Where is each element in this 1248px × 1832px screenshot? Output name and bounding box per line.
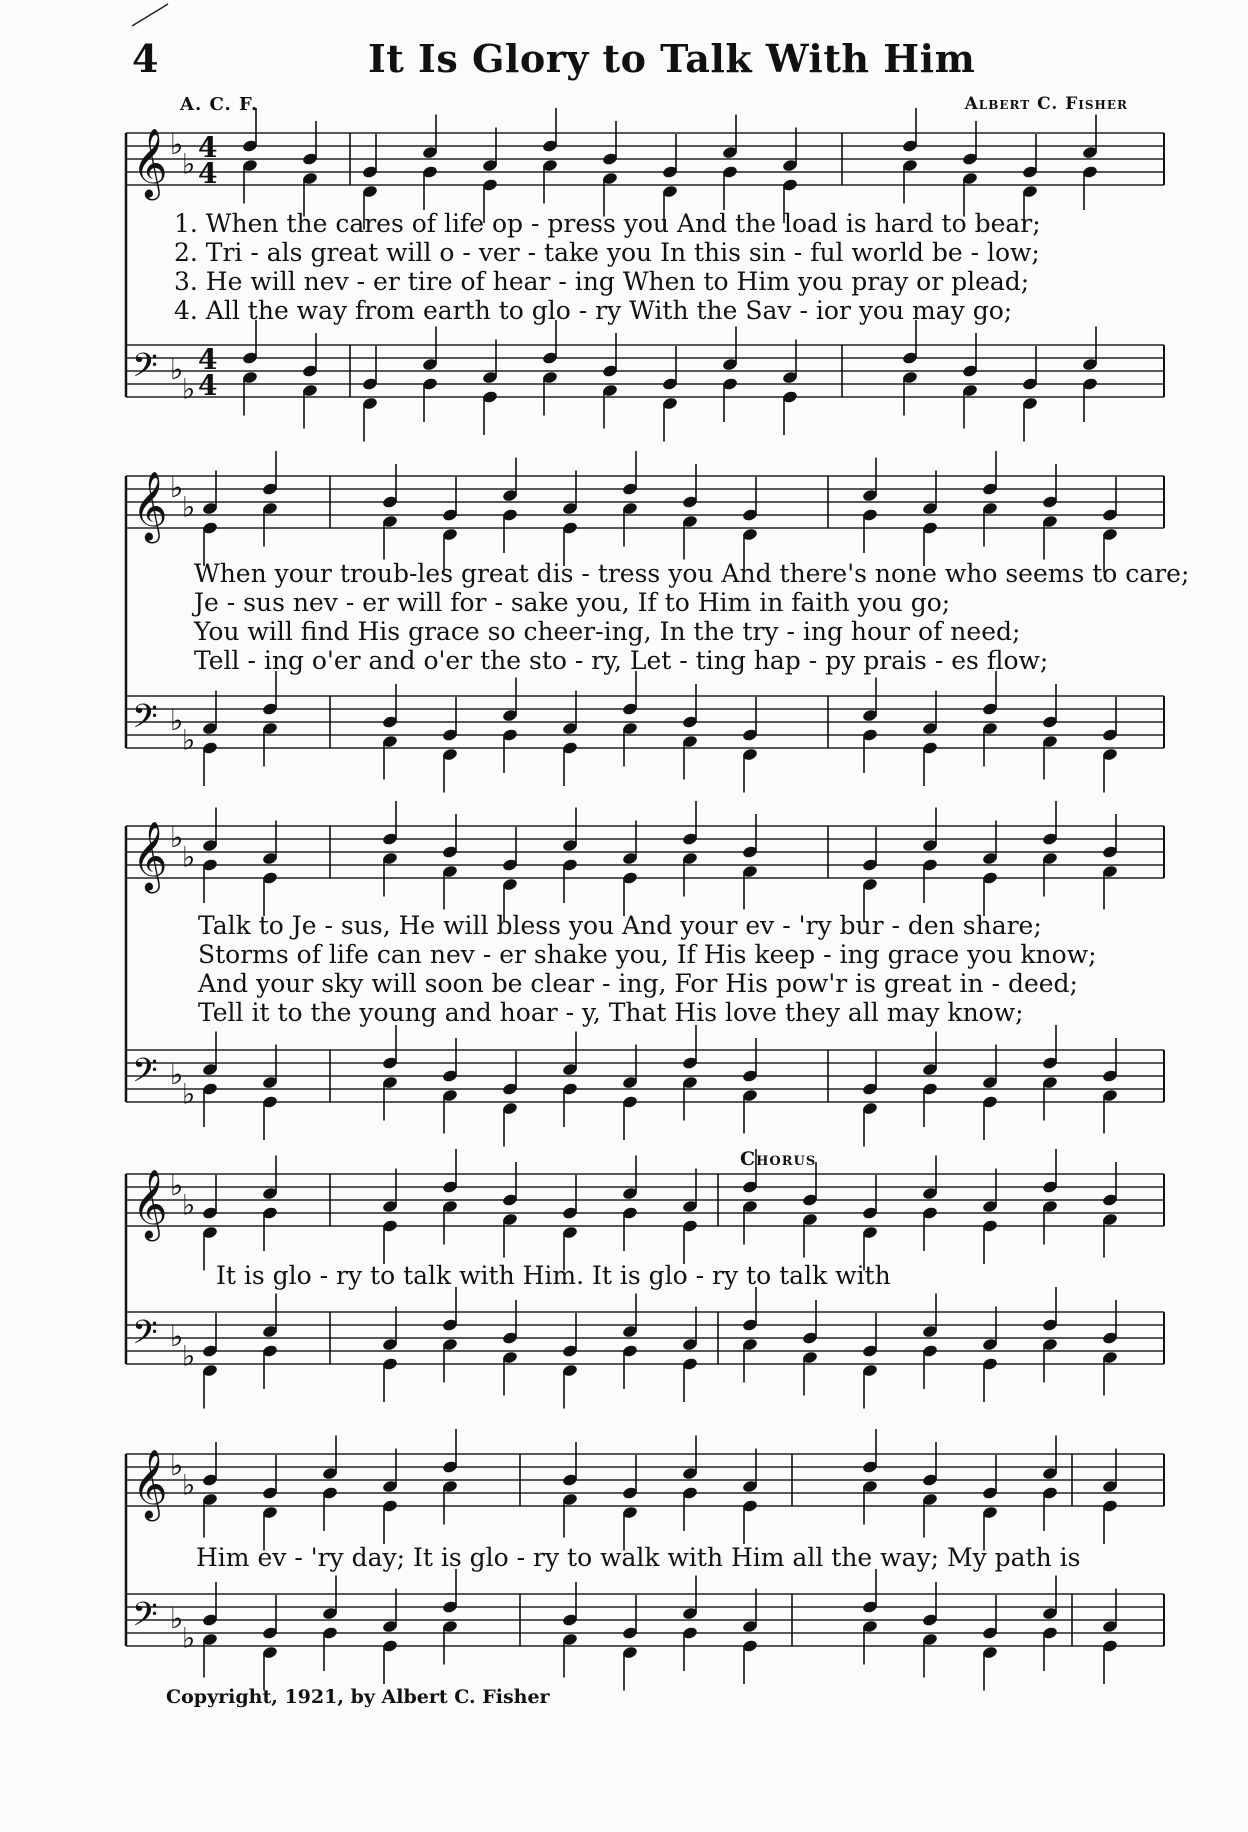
flat-sign: ♭ <box>170 127 184 161</box>
flat-sign: ♭ <box>170 1448 184 1482</box>
words-credit: A. C. F. <box>180 94 259 115</box>
flat-sign: ♭ <box>170 1057 184 1091</box>
hymn-number: 4 <box>132 36 159 81</box>
flat-sign: ♭ <box>170 352 184 386</box>
lyric-line: Storms of life can nev - er shake you, If His keep - ing grace you know; <box>198 940 1097 969</box>
time-signature: 4 <box>198 343 218 376</box>
flat-sign: ♭ <box>170 1168 184 1202</box>
treble-clef: 𝄞 <box>132 1449 168 1519</box>
flat-sign: ♭ <box>170 1319 184 1353</box>
treble-clef: 𝄞 <box>132 821 168 891</box>
treble-clef: 𝄞 <box>132 128 168 198</box>
lyric-line: Je - sus nev - er will for - sake you, If to Him in faith you go; <box>194 588 951 617</box>
treble-clef: 𝄞 <box>132 1169 168 1239</box>
flat-sign: ♭ <box>182 490 196 524</box>
flat-sign: ♭ <box>182 147 196 181</box>
flat-sign: ♭ <box>182 1339 196 1373</box>
lyric-line: Him ev - 'ry day; It is glo - ry to walk with Him all the way; My path is <box>196 1543 1081 1572</box>
lyric-line: 1. When the cares of life op - press you And the load is hard to bear; <box>174 209 1041 238</box>
time-signature: 4 <box>198 369 218 402</box>
treble-clef: 𝄞 <box>132 471 168 541</box>
bass-clef: 𝄢 <box>132 1314 158 1360</box>
lyric-line: 3. He will nev - er tire of hear - ing When to Him you pray or plead; <box>174 267 1030 296</box>
flat-sign: ♭ <box>182 723 196 757</box>
bass-clef: 𝄢 <box>132 1596 158 1642</box>
lyric-line: It is glo - ry to talk with Him. It is glo - ry to talk with <box>216 1261 891 1290</box>
lyric-line: Tell - ing o'er and o'er the sto - ry, Let - ting hap - py prais - es flow; <box>194 646 1049 675</box>
flat-sign: ♭ <box>170 470 184 504</box>
flat-sign: ♭ <box>170 820 184 854</box>
flat-sign: ♭ <box>182 1188 196 1222</box>
flat-sign: ♭ <box>170 703 184 737</box>
flat-sign: ♭ <box>182 1621 196 1655</box>
bass-clef: 𝄢 <box>132 698 158 744</box>
hymn-title: It Is Glory to Talk With Him <box>368 36 976 81</box>
flat-sign: ♭ <box>182 1468 196 1502</box>
lyric-line: 4. All the way from earth to glo - ry With the Sav - ior you may go; <box>174 296 1013 325</box>
chorus-label: Chorus <box>740 1148 817 1170</box>
bass-clef: 𝄢 <box>132 1052 158 1098</box>
time-signature: 4 <box>198 157 218 190</box>
bass-clef: 𝄢 <box>132 347 158 393</box>
flat-sign: ♭ <box>182 1077 196 1111</box>
flat-sign: ♭ <box>170 1601 184 1635</box>
flat-sign: ♭ <box>182 840 196 874</box>
lyric-line: Tell it to the young and hoar - y, That His love they all may know; <box>198 998 1024 1027</box>
flat-sign: ♭ <box>182 372 196 406</box>
copyright-notice: Copyright, 1921, by Albert C. Fisher <box>166 1686 550 1708</box>
lyric-line: When your troub-les great dis - tress you And there's none who seems to care; <box>194 559 1190 588</box>
lyric-line: And your sky will soon be clear - ing, For His pow'r is great in - deed; <box>198 969 1078 998</box>
time-signature: 4 <box>198 131 218 164</box>
lyric-line: 2. Tri - als great will o - ver - take you In this sin - ful world be - low; <box>174 238 1040 267</box>
music-credit: Albert C. Fisher <box>964 94 1128 114</box>
lyric-line: You will find His grace so cheer-ing, In the try - ing hour of need; <box>194 617 1021 646</box>
lyric-line: Talk to Je - sus, He will bless you And your ev - 'ry bur - den share; <box>198 911 1042 940</box>
